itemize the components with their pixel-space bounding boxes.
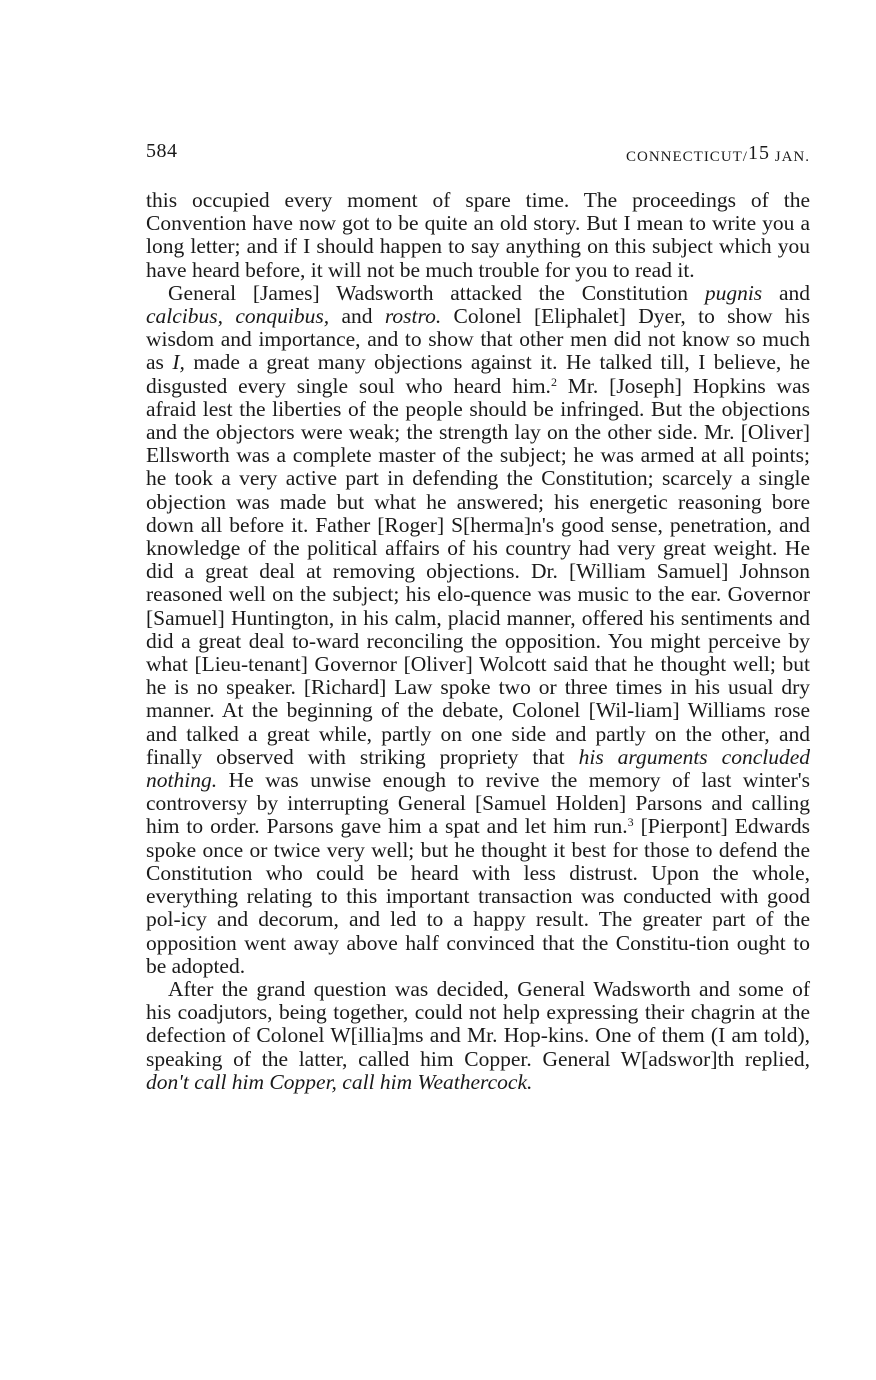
running-head-day: 15 [747, 142, 770, 164]
text-run: and [762, 280, 810, 305]
italic-text: don't call him Copper, call him Weathercock. [146, 1069, 533, 1094]
footnote-marker: 3 [627, 815, 634, 830]
text-run: Colonel [Eliphalet] Dyer, to show his wisdom and importance, and to show that other men did not know so much as [146, 304, 810, 375]
paragraph [146, 282, 810, 978]
running-head [626, 144, 810, 167]
italic-text: rostro. [384, 304, 442, 329]
text-run: made a great many objections against it. He talked till, I believe, he disgusted every single soul who heard him. [146, 350, 811, 398]
text-run: [Pierpont] Edwards spoke once or twice very well; but he thought it best for those to defend the Constitution who could be heard with less distrust. Upon the whole, everything relating to this important transaction was conducted with good pol-icy and decorum, and led to a happy result. The greater part of the opposition went away above half convinced that the Constitu-tion ought to be adopted. [146, 814, 810, 978]
running-head-month: JAN. [769, 149, 810, 165]
italic-text: his arguments concluded nothing. [146, 744, 810, 793]
text-run: and [329, 304, 385, 329]
italic-text: calcibus, conquibus, [146, 304, 330, 329]
italic-text: I, [172, 350, 185, 375]
text-run: this occupied every moment of spare time. The proceedings of the Convention have now got to be quite an old story. But I mean to write you a long letter; and if I should happen to say anything on this subject which you have heard before, it will not be much trouble for you to read it. [146, 188, 810, 282]
text-run: Mr. [Joseph] Hopkins was afraid lest the liberties of the people should be infringed. But the objections and the objectors were weak; the strength lay on the other side. Mr. [Oliver] Ellsworth was a complete master of the subject; he was armed at all points; he took a very active part in defending the Constitution; scarcely a single objection was made but what he answered; his energetic reasoning bore down all before it. Father [Roger] S[herma]n's good sense, penetration, and knowledge of the political affairs of his country had very great weight. He did a great deal at removing objections. Dr. [William Samuel] Johnson reasoned well on the subject; his elo-quence was music to the ear. Governor [Samuel] Huntington, in his calm, placid manner, offered his sentiments and did a great deal to-ward reconciling the opposition. You might perceive by what [Lieu-tenant] Governor [Oliver] Wolcott said that he thought well; but he is no speaker. [Richard] Law spoke two or three times in his usual dry manner. At the beginning of the debate, Colonel [Wil-liam] Williams rose and talked a great while, partly on one side and partly on the other, and finally observed with striking propriety that [146, 373, 810, 769]
italic-text: pugnis [704, 280, 763, 305]
page-header [146, 140, 810, 166]
text-run: After the grand question was decided, General Wadsworth and some of his coadjutors, being together, could not help expressing their chagrin at the defection of Colonel W[illia]ms and Mr. Hop-kins. One of them (I am told), speaking of the latter, called him Copper. General W[adswor]th replied, [146, 976, 810, 1071]
footnote-marker: 2 [550, 374, 557, 389]
running-head-state: CONNECTICUT/ [625, 149, 748, 165]
text-run: General [James] Wadsworth attacked the Constitution [168, 280, 705, 305]
paragraph [146, 978, 810, 1094]
page-number: 584 [146, 140, 178, 162]
text-run: He was unwise enough to revive the memory of last winter's controversy by interrupting General [Samuel Holden] Parsons and calling him to order. Parsons gave him a spat and let him run. [146, 768, 810, 839]
letter-body-text [146, 189, 810, 1094]
paragraph [146, 189, 810, 282]
